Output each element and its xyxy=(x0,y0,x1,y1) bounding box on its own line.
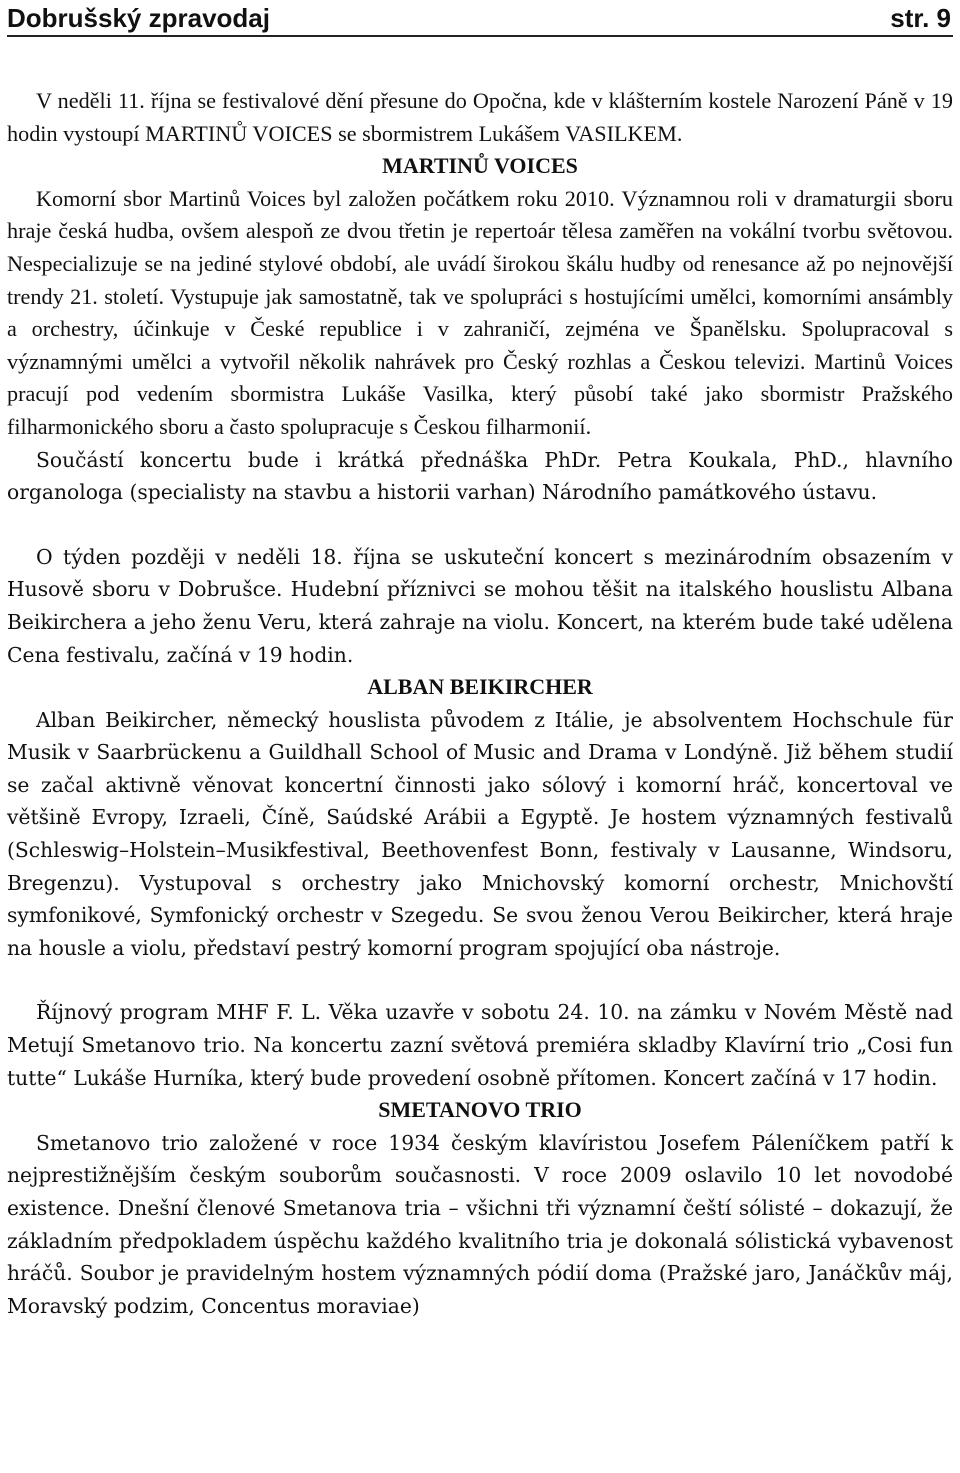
body-paragraph: Komorní sbor Martinů Voices byl založen počátkem roku 2010. Významnou roli v dramaturgii sboru hraje česká hudba, ovšem alespoň ze dvou třetin je repertoár tělesa zaměřen na vokální tvorbu světovou. Nespecializuje se na jediné stylové období, ale uvádí širokou škálu hudby od renesance až po nejnovější trendy 21. století. Vystupuje jak samostatně, tak ve spolupráci s hostujícími umělci, komorními ansámbly a orchestry, účinkuje v České republice i v zahraničí, zejména ve Španělsku. Spolupracoval s významnými umělci a vytvořil několik nahrávek pro Český rozhlas a Českou televizi. Martinů Voices pracují pod vedením sbormistra Lukáše Vasilka, který působí také jako sbormistr Pražského filharmonického sboru a často spolupracuje s Českou filharmonií. xyxy=(7,185,953,439)
body-paragraph: Alban Beikircher, německý houslista původem z Itálie, je absolventem Hochschule für Musik v Saarbrückenu a Guildhall School of Music and Drama v Londýně. Již během studií se začal aktivně věnovat koncertní činnosti jako sólový i komorní hráč, koncertoval ve většině Evropy, Izraeli, Číně, Saúdské Arábii a Egyptě. Je hostem významných festivalů (Schleswig–Holstein–Musikfestival, Beethovenfest Bonn, festivaly v Lausanne, Windsoru, Bregenzu). Vystupoval s orchestry jako Mnichovský komorní orchestr, Mnichovští symfonikové, Symfonický orchestr v Szegedu. Se svou ženou Verou Beikircher, která hraje na housle a violu, představí pestrý komorní program spojující oba nástroje. xyxy=(7,707,953,960)
page-number: str. 9 xyxy=(890,3,951,33)
page-header xyxy=(7,0,953,37)
section-heading: SMETANOVO TRIO xyxy=(378,1097,582,1123)
note-paragraph: Součástí koncertu bude i krátká přednáška PhDr. Petra Koukala, PhD., hlavního organologa (specialisty na stavbu a historii varhan) Národního památkového ústavu. xyxy=(7,447,953,505)
intro-paragraph: Říjnový program MHF F. L. Věka uzavře v sobotu 24. 10. na zámku v Novém Městě nad Metují Smetanovo trio. Na koncertu zazní světová premiéra skladby Klavírní trio „Cosi fun tutte“ Lukáše Hurníka, který bude provedení osobně přítomen. Koncert začíná v 17 hodin. xyxy=(7,1000,953,1090)
document-page xyxy=(7,0,953,1322)
section-heading: ALBAN BEIKIRCHER xyxy=(367,674,593,700)
publication-title: Dobrušský zpravodaj xyxy=(7,3,270,33)
section-heading: MARTINŮ VOICES xyxy=(382,153,578,179)
intro-paragraph: V neděli 11. října se festivalové dění přesune do Opočna, kde v klášterním kostele Narození Páně v 19 hodin vystoupí MARTINŮ VOICES se sbormistrem Lukášem VASILKEM. xyxy=(7,88,953,146)
section-spacer xyxy=(7,964,953,996)
article-body xyxy=(7,85,953,1322)
section-spacer xyxy=(7,509,953,541)
body-paragraph: Smetanovo trio založené v roce 1934 českým klavíristou Josefem Páleníčkem patří k nejprestižnějším českým souborům současnosti. V roce 2009 oslavilo 10 let novodobé existence. Dnešní členové Smetanova tria – všichni tři významní čeští sólisté – dokazují, že základním předpokladem úspěchu každého kvalitního tria je dokonalá sólistická vybavenost hráčů. Soubor je pravidelným hostem významných pódií doma (Pražské jaro, Janáčkův máj, Moravský podzim, Concentus moraviae) xyxy=(7,1130,953,1318)
intro-paragraph: O týden později v neděli 18. října se uskuteční koncert s mezinárodním obsazením v Husově sboru v Dobrušce. Hudební příznivci se mohou těšit na italského houslistu Albana Beikirchera a jeho ženu Veru, která zahraje na violu. Koncert, na kterém bude také udělena Cena festivalu, začíná v 19 hodin. xyxy=(7,544,953,667)
